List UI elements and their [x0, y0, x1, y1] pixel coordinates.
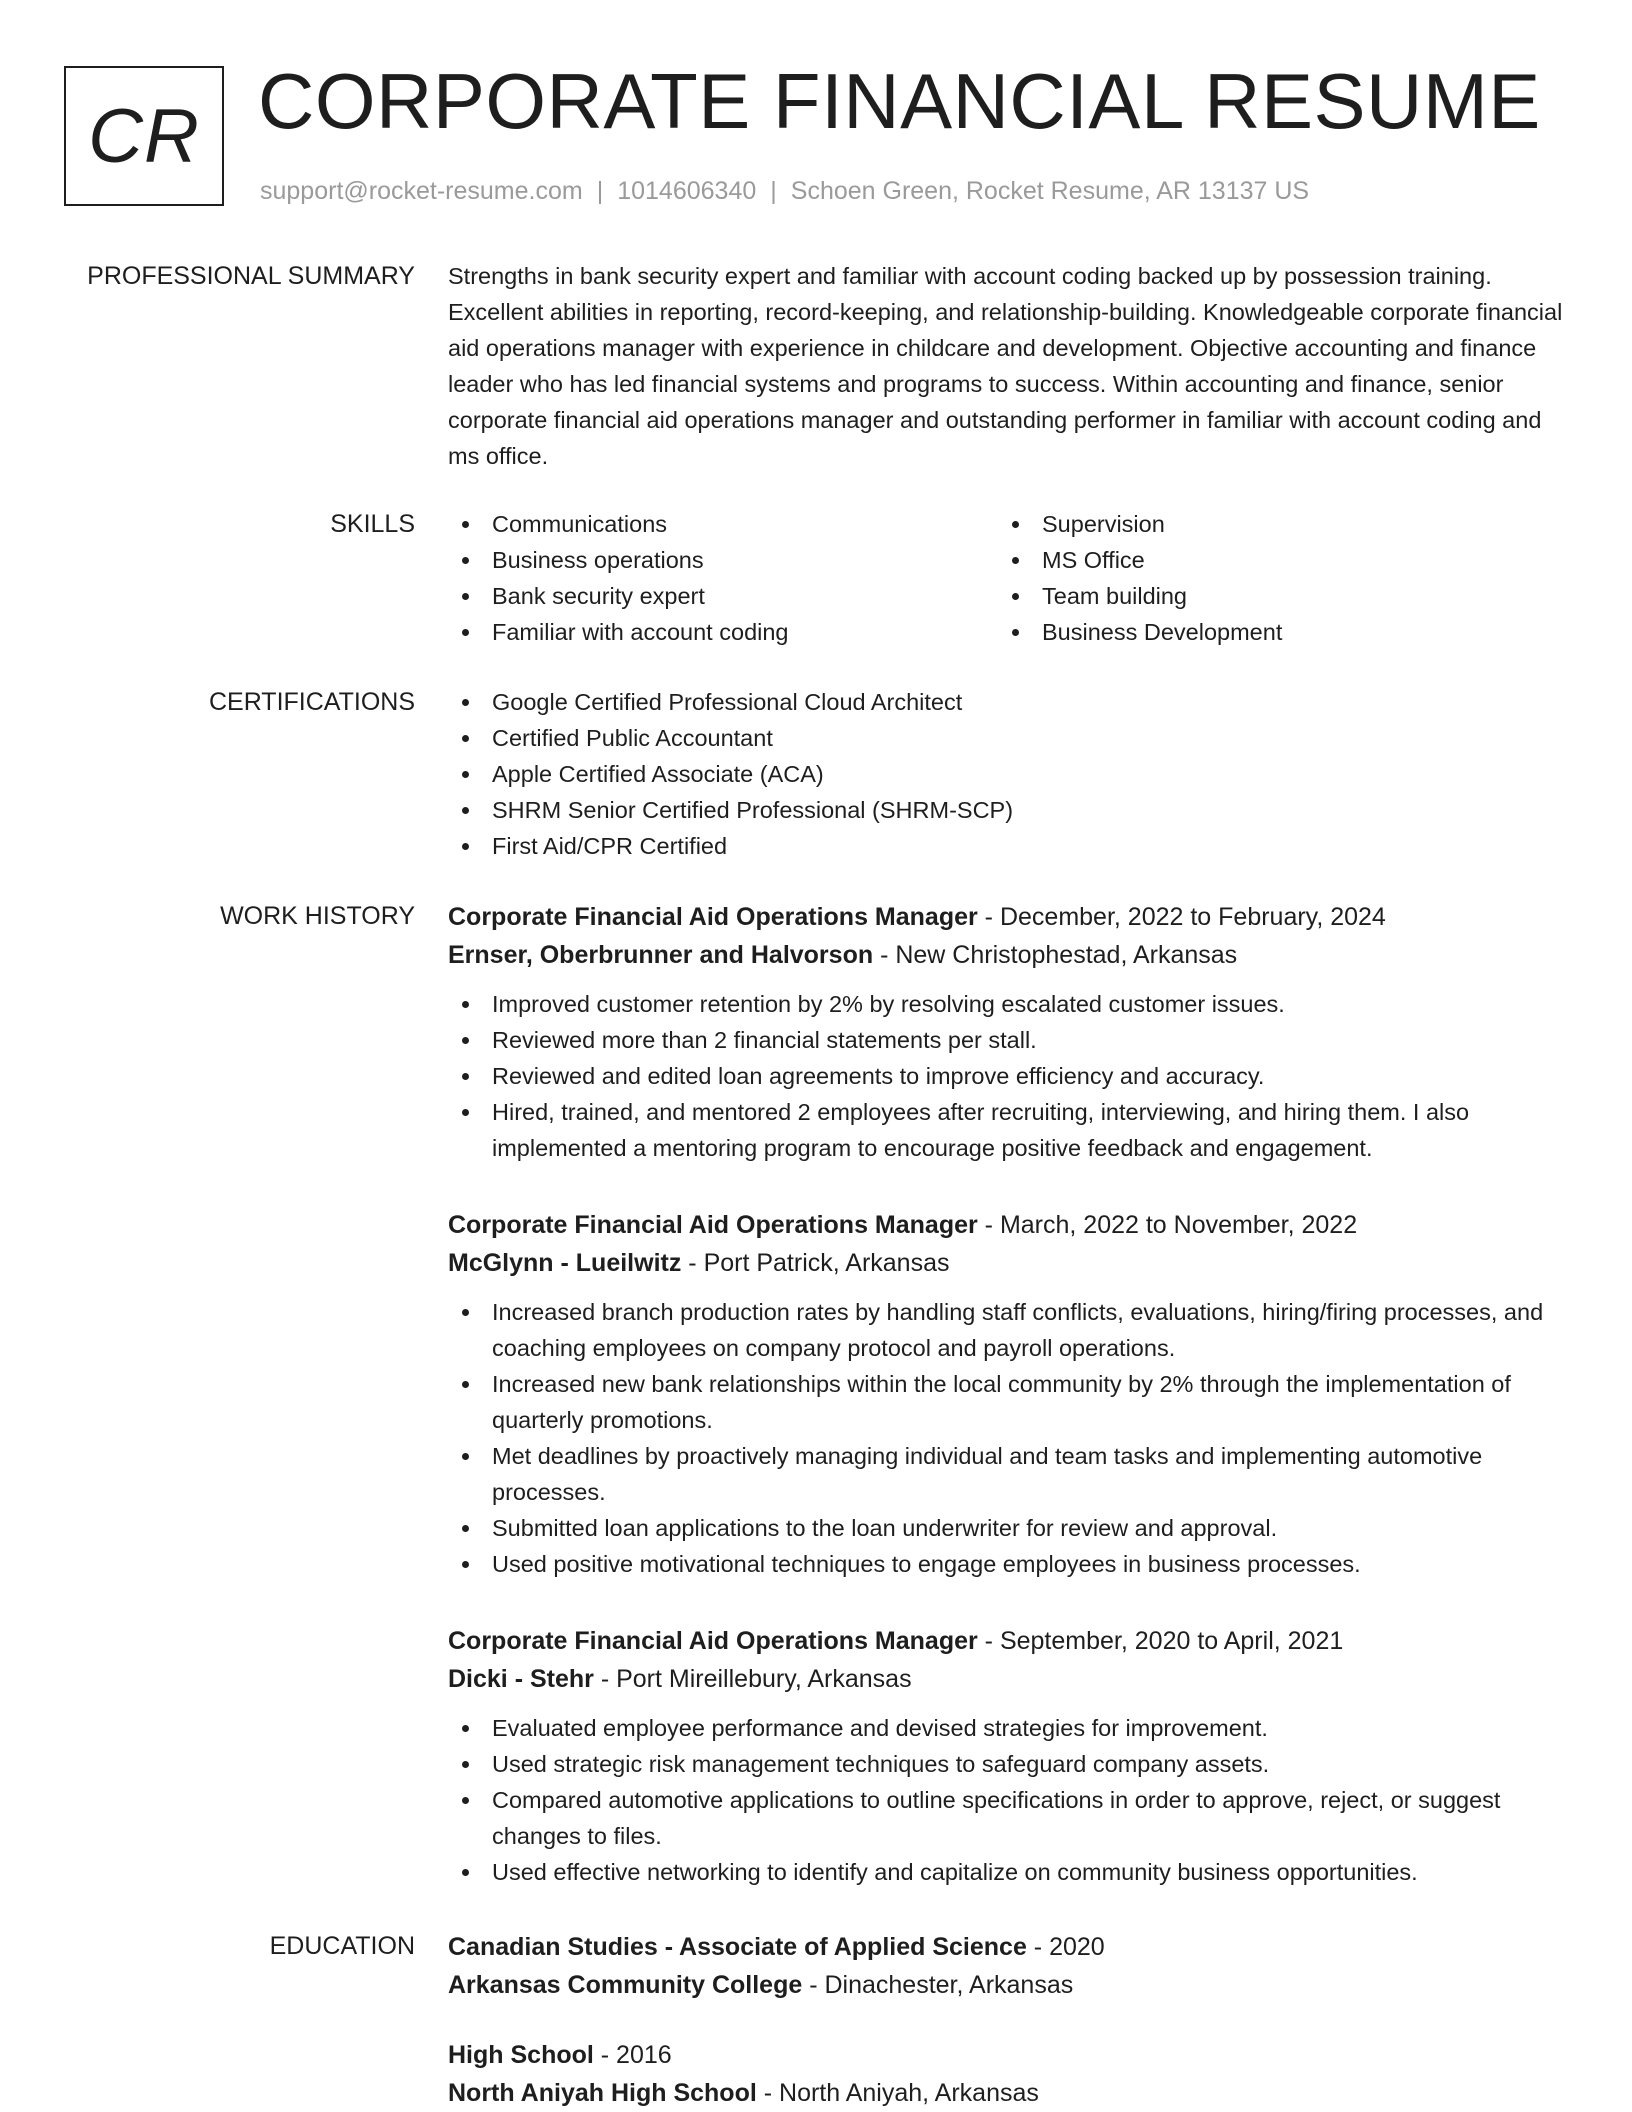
job-title: Corporate Financial Aid Operations Manager — [448, 1627, 978, 1655]
list-item: Reviewed and edited loan agreements to improve efficiency and accuracy. — [448, 1058, 1570, 1094]
contact-separator: | — [596, 177, 604, 205]
list-item: Google Certified Professional Cloud Architect — [448, 684, 1570, 720]
list-item: Met deadlines by proactively managing individual and team tasks and implementing automotive processes. — [448, 1438, 1570, 1510]
job-location: New Christophestad, Arkansas — [895, 941, 1238, 969]
job-location: Port Patrick, Arkansas — [703, 1249, 950, 1277]
job-bullets — [448, 986, 1570, 1166]
list-item: Apple Certified Associate (ACA) — [448, 756, 1570, 792]
list-item: Increased new bank relationships within the local community by 2% through the implementation of quarterly promotions. — [448, 1366, 1570, 1438]
list-item: Familiar with account coding — [448, 614, 998, 650]
education-location: North Aniyah, Arkansas — [779, 2079, 1039, 2107]
job-company: Dicki - Stehr — [448, 1665, 594, 1693]
dash: - — [873, 941, 896, 969]
dash: - — [977, 1627, 1000, 1655]
education-year: 2016 — [616, 2041, 672, 2069]
job-company: McGlynn - Lueilwitz — [448, 1249, 682, 1277]
education-school: North Aniyah High School — [448, 2079, 757, 2107]
job-title: Corporate Financial Aid Operations Manager — [448, 1211, 978, 1239]
section-label-certifications: CERTIFICATIONS — [208, 688, 415, 716]
contact-address: Schoen Green, Rocket Resume, AR 13137 US — [790, 177, 1310, 205]
skills-list — [448, 506, 1570, 650]
job-title-line — [448, 1622, 1570, 1660]
job-dates: December, 2022 to February, 2024 — [999, 903, 1386, 931]
list-item: Improved customer retention by 2% by resolving escalated customer issues. — [448, 986, 1570, 1022]
contact-email[interactable]: support@rocket-resume.com — [260, 177, 583, 205]
contact-line — [260, 174, 1309, 208]
dash: - — [593, 2041, 617, 2069]
section-label-education: EDUCATION — [269, 1932, 415, 1960]
job-company-line — [448, 936, 1570, 974]
contact-phone[interactable]: 1014606340 — [617, 177, 757, 205]
dash: - — [977, 1211, 1000, 1239]
section-label-skills: SKILLS — [330, 510, 415, 538]
section-label-summary: PROFESSIONAL SUMMARY — [87, 262, 415, 290]
dash: - — [593, 1665, 617, 1693]
job-location: Port Mireillebury, Arkansas — [616, 1665, 912, 1693]
list-item: Business operations — [448, 542, 998, 578]
list-item: Bank security expert — [448, 578, 998, 614]
job-entry — [448, 1622, 1570, 1890]
education-entry — [448, 2036, 1570, 2112]
education-degree-line — [448, 2036, 1570, 2074]
education-school: Arkansas Community College — [448, 1971, 803, 1999]
list-item: Supervision — [998, 506, 1548, 542]
education-degree: High School — [448, 2041, 594, 2069]
list-item: SHRM Senior Certified Professional (SHRM-SCP) — [448, 792, 1570, 828]
list-item: Hired, trained, and mentored 2 employees after recruiting, interviewing, and hiring them. I also implemented a mentoring program to encourage positive feedback and engagement. — [448, 1094, 1570, 1166]
list-item: Used positive motivational techniques to engage employees in business processes. — [448, 1546, 1570, 1582]
job-title: Corporate Financial Aid Operations Manager — [448, 903, 978, 931]
dash: - — [977, 903, 1000, 931]
certifications-list — [448, 684, 1570, 864]
job-entry — [448, 898, 1570, 1166]
resume-title: CORPORATE FINANCIAL RESUME — [258, 57, 1541, 145]
job-company: Ernser, Oberbrunner and Halvorson — [448, 941, 874, 969]
education-school-line — [448, 2074, 1570, 2112]
monogram-text: CR — [88, 93, 200, 179]
list-item: Evaluated employee performance and devised strategies for improvement. — [448, 1710, 1570, 1746]
job-title-line — [448, 1206, 1570, 1244]
list-item: Submitted loan applications to the loan underwriter for review and approval. — [448, 1510, 1570, 1546]
job-bullets — [448, 1710, 1570, 1890]
monogram-logo — [64, 66, 224, 206]
education-school-line — [448, 1966, 1570, 2004]
contact-separator: | — [770, 177, 777, 205]
job-dates: September, 2020 to April, 2021 — [999, 1627, 1344, 1655]
skills-column-right — [998, 506, 1548, 650]
job-title-line — [448, 898, 1570, 936]
list-item: Reviewed more than 2 financial statements per stall. — [448, 1022, 1570, 1058]
list-item: Compared automotive applications to outline specifications in order to approve, reject, or suggest changes to files. — [448, 1782, 1570, 1854]
list-item: Increased branch production rates by handling staff conflicts, evaluations, hiring/firing processes, and coaching employees on company protocol and payroll operations. — [448, 1294, 1570, 1366]
list-item: Business Development — [998, 614, 1548, 650]
job-company-line — [448, 1244, 1570, 1282]
summary-body — [448, 258, 1570, 474]
job-bullets — [448, 1294, 1570, 1582]
job-company-line — [448, 1660, 1570, 1698]
skills-column-left — [448, 506, 998, 650]
list-item: Used effective networking to identify and capitalize on community business opportunities. — [448, 1854, 1570, 1890]
dash: - — [1026, 1933, 1050, 1961]
section-label-work-history: WORK HISTORY — [220, 902, 415, 930]
education-year: 2020 — [1049, 1933, 1105, 1961]
education-location: Dinachester, Arkansas — [824, 1971, 1074, 1999]
education-degree: Canadian Studies - Associate of Applied Science — [448, 1933, 1027, 1961]
list-item: MS Office — [998, 542, 1548, 578]
dash: - — [681, 1249, 704, 1277]
list-item: Team building — [998, 578, 1548, 614]
dash: - — [756, 2079, 780, 2107]
list-item: Communications — [448, 506, 998, 542]
job-entry — [448, 1206, 1570, 1582]
list-item: Certified Public Accountant — [448, 720, 1570, 756]
list-item: First Aid/CPR Certified — [448, 828, 1570, 864]
summary-text: Strengths in bank security expert and familiar with account coding backed up by possession training. Excellent abilities in reporting, record-keeping, and relationship-building. Knowledgeable corporate financial aid operations manager with experience in childcare and development. Objective accounting and finance leader who has led financial systems and programs to success. Within accounting and finance, senior corporate financial aid operations manager and outstanding performer in familiar with account coding and ms office. — [448, 263, 1563, 469]
certifications-body — [448, 684, 1570, 864]
education-entry — [448, 1928, 1570, 2004]
education-degree-line — [448, 1928, 1570, 1966]
list-item: Used strategic risk management techniques to safeguard company assets. — [448, 1746, 1570, 1782]
job-dates: March, 2022 to November, 2022 — [999, 1211, 1358, 1239]
dash: - — [802, 1971, 825, 1999]
